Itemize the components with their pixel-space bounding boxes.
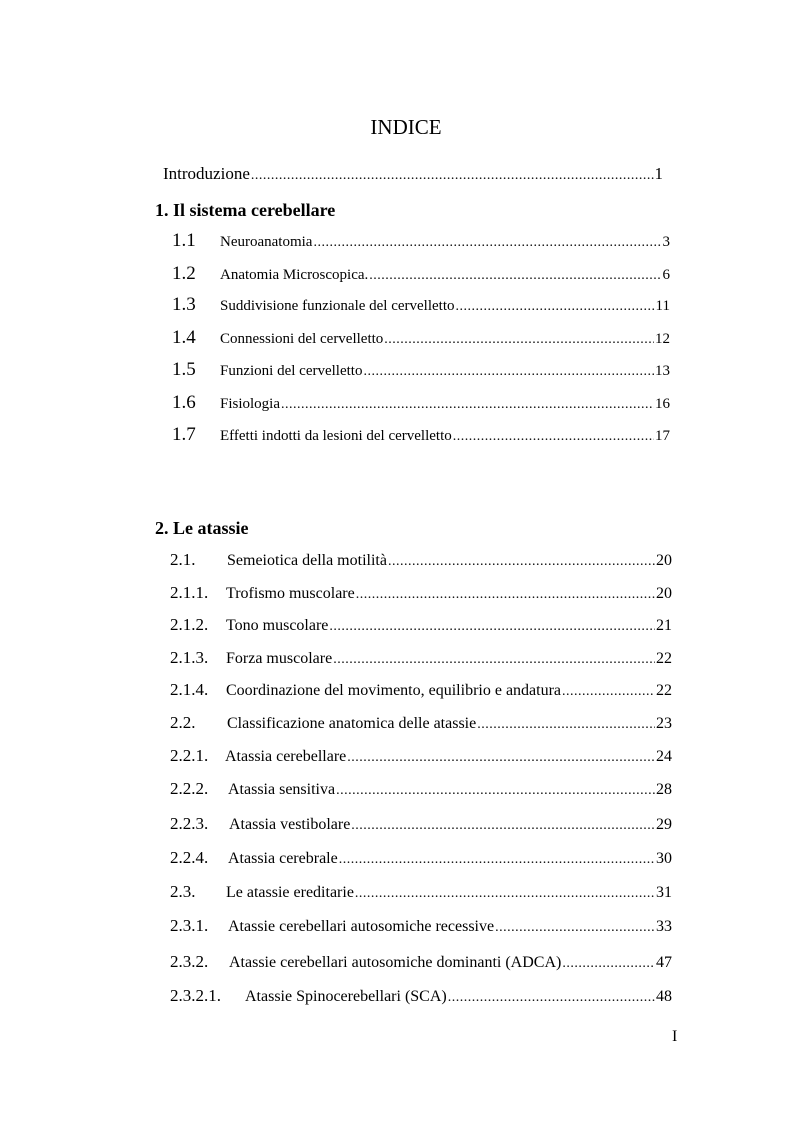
toc-entry-2-3-2-1 bbox=[170, 985, 672, 1007]
page-number: I bbox=[672, 1028, 678, 1045]
toc-entry-number: 2.2.1. bbox=[170, 746, 209, 765]
toc-entry-number: 2.3.2. bbox=[170, 952, 209, 971]
leader-dots bbox=[456, 296, 655, 318]
toc-entry-number: 1.7 bbox=[172, 424, 196, 445]
toc-entry-page: 3 bbox=[662, 234, 670, 250]
toc-title: INDICE bbox=[370, 115, 442, 139]
leader-dots bbox=[448, 987, 655, 1009]
toc-entry-2-3 bbox=[170, 881, 672, 903]
toc-entry-number: 1.1 bbox=[172, 230, 196, 251]
toc-entry-number: 2.3. bbox=[170, 882, 196, 901]
leader-dots bbox=[384, 329, 654, 351]
toc-entry-label: Neuroanatomia bbox=[220, 234, 313, 250]
toc-entry-label: Suddivisione funzionale del cervelletto bbox=[220, 298, 455, 314]
leader-dots bbox=[336, 780, 655, 802]
toc-entry-page: 11 bbox=[655, 298, 670, 314]
leader-dots bbox=[339, 849, 655, 871]
toc-entry-label: Atassie cerebellari autosomiche recessive bbox=[228, 918, 495, 935]
toc-entry-number: 2.1.3. bbox=[170, 648, 209, 667]
toc-entry-page: 47 bbox=[656, 954, 672, 971]
toc-entry-page: 12 bbox=[655, 331, 670, 347]
leader-dots bbox=[281, 394, 654, 416]
toc-entry-page: 23 bbox=[656, 715, 672, 732]
toc-entry-page: 16 bbox=[655, 396, 670, 412]
toc-entry-introduzione bbox=[163, 163, 663, 185]
toc-entry-label: Anatomia Microscopica. bbox=[220, 267, 369, 283]
toc-entry-number: 2.2. bbox=[170, 713, 196, 732]
toc-entry-2-2-2 bbox=[170, 778, 672, 800]
toc-entry-number: 2.3.1. bbox=[170, 916, 209, 935]
toc-entry-label: Fisiologia bbox=[220, 396, 281, 412]
leader-dots bbox=[329, 616, 655, 638]
toc-entry-label: Coordinazione del movimento, equilibrio e andatura bbox=[226, 682, 562, 699]
leader-dots bbox=[388, 551, 655, 573]
toc-entry-page: 29 bbox=[656, 816, 672, 833]
toc-entry-page: 21 bbox=[656, 617, 672, 634]
toc-entry-label: Atassia cerebrale bbox=[228, 850, 338, 867]
toc-entry-number: 2.1. bbox=[170, 550, 196, 569]
leader-dots bbox=[313, 232, 661, 254]
toc-entry-number: 1.5 bbox=[172, 359, 196, 380]
toc-entry-page: 30 bbox=[656, 850, 672, 867]
toc-entry-2-1-2 bbox=[170, 614, 672, 636]
toc-entry-number: 1.4 bbox=[172, 327, 196, 348]
toc-entry-page: 6 bbox=[662, 267, 670, 283]
toc-entry-label: Connessioni del cervelletto bbox=[220, 331, 384, 347]
toc-entry-page: 48 bbox=[656, 988, 672, 1005]
toc-entry-label: Atassie cerebellari autosomiche dominanti (ADCA) bbox=[229, 954, 562, 971]
toc-entry-number: 1.6 bbox=[172, 392, 196, 413]
leader-dots bbox=[351, 815, 655, 837]
toc-entry-1-4 bbox=[172, 327, 670, 349]
toc-entry-number: 2.2.4. bbox=[170, 848, 209, 867]
toc-entry-page: 22 bbox=[656, 682, 672, 699]
toc-entry-label: Effetti indotti da lesioni del cervelletto bbox=[220, 428, 452, 444]
toc-entry-label: Tono muscolare bbox=[226, 617, 329, 634]
toc-entry-number: 1.3 bbox=[172, 294, 196, 315]
toc-entry-2-3-1 bbox=[170, 915, 672, 937]
leader-dots bbox=[356, 584, 655, 606]
toc-entry-1-2 bbox=[172, 263, 670, 285]
toc-entry-2-2-3 bbox=[170, 813, 672, 835]
toc-entry-number: 2.1.2. bbox=[170, 615, 209, 634]
toc-entry-label: Atassia vestibolare bbox=[229, 816, 351, 833]
toc-entry-1-1 bbox=[172, 230, 670, 252]
toc-entry-1-5 bbox=[172, 359, 670, 381]
leader-dots bbox=[251, 165, 654, 187]
toc-entry-2-1-4 bbox=[170, 679, 672, 701]
toc-entry-label: Semeiotica della motilità bbox=[227, 552, 387, 569]
leader-dots bbox=[363, 361, 654, 383]
toc-entry-2-2 bbox=[170, 712, 672, 734]
toc-entry-label: Atassie Spinocerebellari (SCA) bbox=[245, 988, 447, 1005]
toc-entry-label: Forza muscolare bbox=[226, 650, 333, 667]
toc-entry-label: Funzioni del cervelletto bbox=[220, 363, 363, 379]
leader-dots bbox=[333, 649, 655, 671]
leader-dots bbox=[495, 917, 655, 939]
toc-entry-number: 2.2.2. bbox=[170, 779, 209, 798]
toc-entry-label: Introduzione bbox=[163, 164, 250, 183]
toc-entry-2-1-1 bbox=[170, 582, 672, 604]
toc-entry-page: 24 bbox=[656, 748, 672, 765]
toc-entry-2-2-1 bbox=[170, 745, 672, 767]
toc-entry-page: 17 bbox=[655, 428, 670, 444]
leader-dots bbox=[355, 883, 655, 905]
toc-entry-label: Atassia sensitiva bbox=[228, 781, 336, 798]
leader-dots bbox=[453, 426, 654, 448]
toc-entry-2-1-3 bbox=[170, 647, 672, 669]
toc-entry-page: 33 bbox=[656, 918, 672, 935]
toc-entry-1-3 bbox=[172, 294, 670, 316]
toc-entry-2-1 bbox=[170, 549, 672, 571]
toc-entry-1-6 bbox=[172, 392, 670, 414]
toc-entry-1-7 bbox=[172, 424, 670, 446]
toc-entry-number: 1.2 bbox=[172, 263, 196, 284]
toc-entry-label: Le atassie ereditarie bbox=[226, 884, 354, 901]
toc-entry-label: Trofismo muscolare bbox=[226, 585, 355, 602]
toc-entry-page: 20 bbox=[656, 552, 672, 569]
toc-entry-page: 22 bbox=[656, 650, 672, 667]
toc-entry-page: 13 bbox=[655, 363, 670, 379]
chapter-2-heading: 2. Le atassie bbox=[155, 518, 249, 538]
leader-dots bbox=[477, 714, 655, 736]
toc-entry-number: 2.1.4. bbox=[170, 680, 209, 699]
toc-entry-page: 28 bbox=[656, 781, 672, 798]
toc-entry-label: Atassia cerebellare bbox=[225, 748, 347, 765]
leader-dots bbox=[347, 747, 655, 769]
chapter-1-heading: 1. Il sistema cerebellare bbox=[155, 200, 336, 220]
leader-dots bbox=[562, 681, 655, 703]
toc-entry-number: 2.3.2.1. bbox=[170, 986, 221, 1005]
leader-dots bbox=[562, 953, 655, 975]
leader-dots bbox=[369, 265, 661, 287]
toc-entry-number: 2.1.1. bbox=[170, 583, 209, 602]
toc-entry-number: 2.2.3. bbox=[170, 814, 209, 833]
toc-entry-page: 31 bbox=[656, 884, 672, 901]
toc-entry-2-3-2 bbox=[170, 951, 672, 973]
toc-entry-page: 20 bbox=[656, 585, 672, 602]
toc-entry-2-2-4 bbox=[170, 847, 672, 869]
toc-entry-label: Classificazione anatomica delle atassie bbox=[227, 715, 477, 732]
toc-entry-page: 1 bbox=[654, 164, 663, 183]
